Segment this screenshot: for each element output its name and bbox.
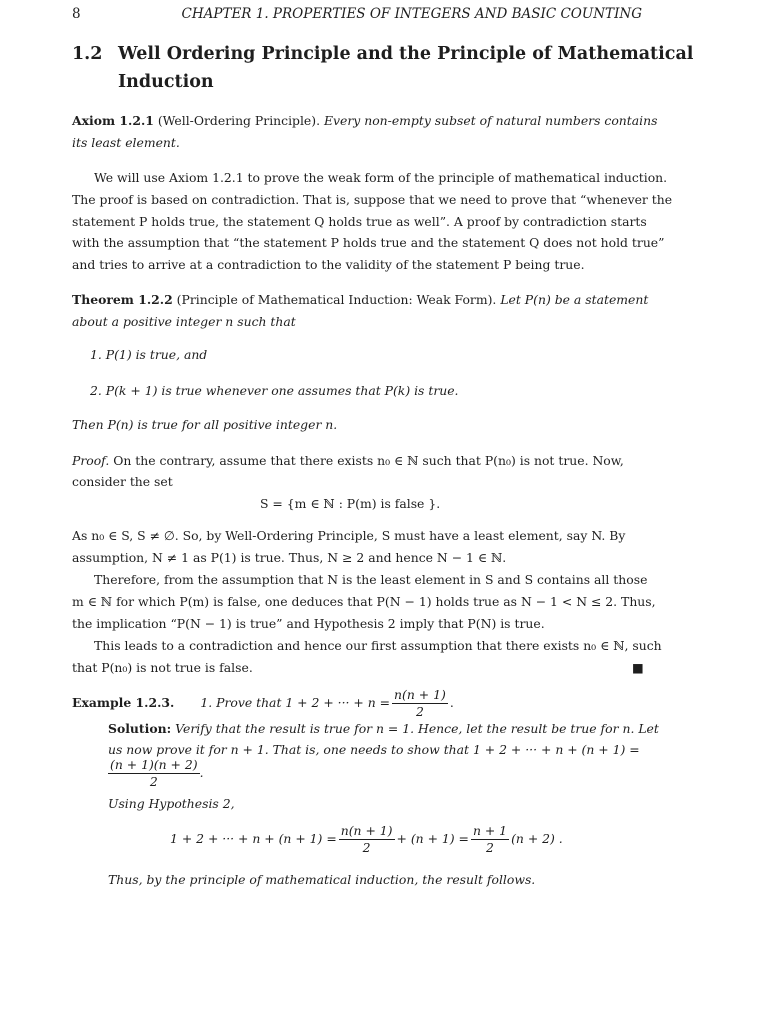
axiom-line2: its least element. [72, 135, 180, 150]
example-line1: Example 1.2.3. 1. Prove that 1 + 2 + ··· + n = $\frac{n(n + 1)}{2}$ . [72, 687, 454, 719]
axiom-label: Axiom 1.2.1 [72, 113, 154, 128]
solution-line2: us now prove it for n + 1. That is, one needs to show that 1 + 2 + ··· + n + (n + 1) = [108, 742, 640, 757]
proof-line: that P(n₀) is not true is false. [72, 660, 253, 675]
axiom-text: Every non-empty subset of natural numbers contains [324, 113, 658, 128]
solution-line1 [108, 718, 659, 740]
fraction-denominator: 2 [415, 703, 424, 719]
fraction-numerator: n(n + 1) [340, 823, 393, 838]
proof-label: Proof. [72, 453, 110, 468]
main-equation [170, 824, 563, 854]
fraction-numerator: n(n + 1) [394, 687, 446, 702]
equation-left: 1 + 2 + ··· + n + (n + 1) = [170, 831, 337, 847]
fraction-denominator: 2 [149, 773, 158, 789]
theorem-item-1: 1. P(1) is true, and [90, 347, 208, 362]
page-number: 8 [72, 6, 81, 22]
equation-fraction-2 [471, 824, 509, 854]
equation-fraction-1 [339, 824, 395, 854]
proof-line2: consider the set [72, 474, 173, 489]
fraction-numerator: n + 1 [472, 823, 508, 838]
proof-line: assumption, N ≠ 1 as P(1) is true. Thus, N ≥ 2 and hence N − 1 ∈ ℕ. [72, 550, 507, 565]
solution-fraction-row: $\frac{(n + 1)(n + 2)}{2}$ . [110, 757, 204, 789]
solution-label: Solution: [108, 721, 172, 736]
proof-line: m ∈ ℕ for which P(m) is false, one deduces that P(N − 1) holds true as N − 1 < N ≤ 2. Thus, [72, 594, 656, 609]
example-item: 1. Prove that 1 + 2 + ··· + n = [200, 695, 391, 711]
equation-middle: + (n + 1) = [396, 831, 469, 847]
theorem-label: Theorem 1.2.2 [72, 292, 173, 307]
solution-fraction [108, 758, 200, 788]
axiom-name: (Well-Ordering Principle). [157, 113, 321, 128]
running-title: CHAPTER 1. PROPERTIES OF INTEGERS AND BASIC COUNTING [181, 6, 642, 22]
equation-right: (n + 2) . [511, 831, 563, 847]
intro-line: The proof is based on contradiction. That is, suppose that we need to prove that “whenever the [72, 192, 673, 207]
axiom-line1 [72, 110, 657, 132]
theorem-line1 [72, 289, 648, 311]
fraction-denominator: 2 [362, 839, 371, 855]
fraction-denominator: 2 [486, 839, 494, 855]
closing-statement: Thus, by the principle of mathematical induction, the result follows. [108, 872, 536, 887]
example-fraction [392, 688, 448, 718]
qed-mark: ■ [632, 660, 644, 675]
section-title-line2: Induction [118, 72, 214, 92]
proof-line: the implication “P(N − 1) is true” and Hypothesis 2 imply that P(N) is true. [72, 616, 545, 631]
section-number: 1.2 [72, 44, 103, 64]
example-label: Example 1.2.3. [72, 695, 175, 711]
intro-line: with the assumption that “the statement P holds true and the statement Q does not hold true” [72, 235, 665, 250]
proof-line: Therefore, from the assumption that N is the least element in S and S contains all those [94, 572, 648, 587]
theorem-text: Let P(n) be a statement [500, 292, 649, 307]
theorem-item-2: 2. P(k + 1) is true whenever one assumes that P(k) is true. [90, 383, 459, 398]
theorem-name: (Principle of Mathematical Induction: Weak Form). [176, 292, 497, 307]
theorem-conclusion: Then P(n) is true for all positive integer n. [72, 417, 338, 432]
proof-line: As n₀ ∈ S, S ≠ ∅. So, by Well-Ordering Principle, S must have a least element, say N. By [72, 528, 626, 543]
intro-line: statement P holds true, the statement Q holds true as well”. A proof by contradiction starts [72, 214, 647, 229]
solution-text: Verify that the result is true for n = 1. Hence, let the result be true for n. Let [175, 721, 659, 736]
using-hypothesis: Using Hypothesis 2, [108, 796, 235, 811]
fraction-numerator: (n + 1)(n + 2) [110, 757, 198, 772]
proof-text: On the contrary, assume that there exists n₀ ∈ ℕ such that P(n₀) is not true. Now, [113, 453, 624, 468]
proof-line: This leads to a contradiction and hence our first assumption that there exists n₀ ∈ ℕ, such [94, 638, 662, 653]
set-equation: S = {m ∈ ℕ : P(m) is false }. [260, 496, 441, 511]
intro-line: We will use Axiom 1.2.1 to prove the weak form of the principle of mathematical induction. [94, 170, 668, 185]
theorem-line2: about a positive integer n such that [72, 314, 296, 329]
intro-line: and tries to arrive at a contradiction to the validity of the statement P being true. [72, 257, 585, 272]
proof-line1 [72, 450, 624, 472]
section-title-line1: Well Ordering Principle and the Principle of Mathematical [118, 44, 694, 64]
